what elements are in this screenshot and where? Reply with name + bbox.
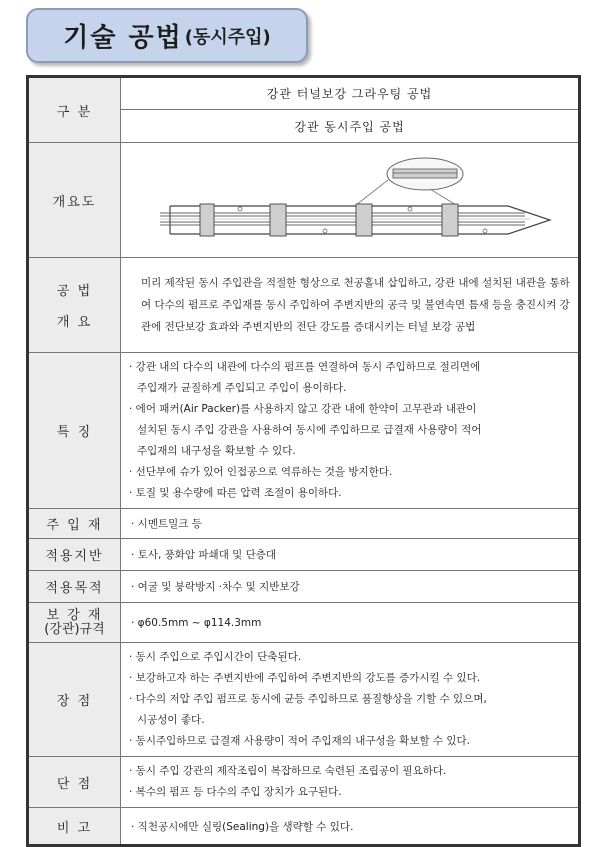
features-cell (121, 353, 580, 509)
label-method-overview (28, 258, 121, 353)
steel-pipe-injection-diagram-icon (130, 150, 570, 250)
label-purpose: 적용목적 (28, 571, 121, 603)
ground-text: · 토사, 풍화암 파쇄대 및 단층대 (121, 539, 580, 571)
page-title: 기술 공법 (63, 23, 183, 53)
method-overview-cell (121, 258, 580, 353)
label-method-line2: 개 요 (56, 315, 93, 330)
pipe-spec-text: · φ60.5mm ~ φ114.3mm (121, 603, 580, 643)
label-pipe-line2: (강관)규격 (44, 621, 105, 637)
method-overview-text: 미리 제작된 동시 주입관을 적절한 형상으로 천공홀내 삽입하고, 강관 내에 설치된 내관을 통하여 다수의 펌프로 주입재를 동시 주입하여 주변지반의 공극 및 불연속면 틈새 등을 충진시켜 강관에 전단보강 효과와 주변지반의 전단 강도를 증대시키는 터널 보강 공법 (141, 277, 570, 333)
remarks-text: · 직천공시에만 실링(Sealing)을 생략할 수 있다. (121, 808, 580, 846)
label-pipe-line1: 보 강 재 (46, 607, 103, 623)
label-material: 주 입 재 (28, 509, 121, 539)
feature-item: 설치된 동시 주입 강관을 사용하여 동시에 주입하므로 급결재 사용량이 적어 (137, 424, 482, 436)
label-ground: 적용지반 (28, 539, 121, 571)
title-box (26, 8, 308, 63)
label-pipe-spec (28, 603, 121, 643)
feature-item: · 선단부에 슈가 있어 인접공으로 역류하는 것을 방지한다. (129, 466, 393, 478)
merit-item: 시공성이 좋다. (137, 714, 205, 726)
label-merits: 장 점 (28, 643, 121, 757)
header-method-sub: 강관 동시주입 공법 (121, 110, 580, 143)
label-demerits: 단 점 (28, 757, 121, 808)
material-text: · 시멘트밀크 등 (121, 509, 580, 539)
header-method-name: 강관 터널보강 그라우팅 공법 (121, 77, 580, 110)
merit-item: · 동시주입하므로 급결재 사용량이 적어 주입재의 내구성을 확보할 수 있다. (129, 735, 471, 747)
label-overview: 개요도 (28, 143, 121, 258)
merit-item: · 동시 주입으로 주입시간이 단축된다. (129, 651, 302, 663)
demerit-item: · 동시 주입 강관의 제작조립이 복잡하므로 숙련된 조립공이 필요하다. (129, 765, 447, 777)
merit-item: · 다수의 저압 주입 펌프로 동시에 균등 주입하므로 품질향상을 기할 수 있으며, (129, 693, 487, 705)
feature-item: · 강관 내의 다수의 내관에 다수의 펌프를 연결하여 동시 주입하므로 절리면에 (129, 361, 481, 373)
feature-item: 주입재의 내구성을 확보할 수 있다. (137, 445, 296, 457)
purpose-text: · 여굴 및 붕락방지 ·차수 및 지반보강 (121, 571, 580, 603)
page-subtitle: (동시주입) (184, 26, 271, 48)
label-method-line1: 공 법 (56, 284, 93, 299)
demerit-item: · 복수의 펌프 등 다수의 주입 장치가 요구된다. (129, 786, 342, 798)
demerits-cell (121, 757, 580, 808)
label-category: 구 분 (28, 77, 121, 143)
overview-diagram-cell (121, 143, 580, 258)
label-remarks: 비 고 (28, 808, 121, 846)
merit-item: · 보강하고자 하는 주변지반에 주입하여 주변지반의 강도를 증가시킬 수 있다. (129, 672, 481, 684)
merits-cell (121, 643, 580, 757)
feature-item: · 에어 패커(Air Packer)를 사용하지 않고 강관 내에 한약이 고무관과 내관이 (129, 403, 477, 415)
feature-item: 주입재가 균질하게 주입되고 주입이 용이하다. (137, 382, 347, 394)
feature-item: · 토질 및 용수량에 따른 압력 조절이 용이하다. (129, 487, 342, 499)
spec-table (26, 75, 581, 847)
label-features: 특 징 (28, 353, 121, 509)
